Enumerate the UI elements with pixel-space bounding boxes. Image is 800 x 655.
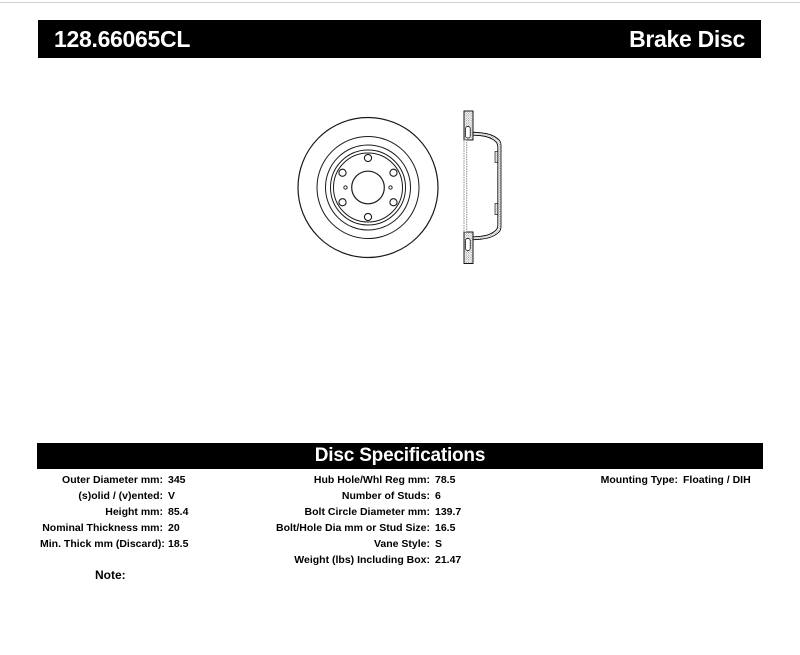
spec-column-middle <box>270 472 530 568</box>
spec-label: (s)olid / (v)ented: <box>78 490 163 502</box>
brake-disc-front-view-icon <box>298 118 438 258</box>
spec-label: Outer Diameter mm: <box>62 474 163 486</box>
spec-label: Vane Style: <box>373 538 430 550</box>
spec-row-outer-diameter <box>40 472 270 488</box>
spec-label: Height mm: <box>105 506 163 518</box>
spec-value: 345 <box>168 474 186 486</box>
spec-label: Min. Thick mm (Discard): <box>40 538 165 550</box>
spec-row-bolt-hole-dia <box>270 520 530 536</box>
spec-value: 78.5 <box>435 474 456 486</box>
page-top-border <box>0 2 800 3</box>
spec-row-weight <box>270 552 530 568</box>
spec-row-mounting-type <box>540 472 785 488</box>
spec-row-vane-style <box>270 536 530 552</box>
spec-column-right <box>540 472 785 488</box>
spec-label: Mounting Type: <box>600 474 678 486</box>
spec-row-bolt-circle-diameter <box>270 504 530 520</box>
spec-value: 16.5 <box>435 522 456 534</box>
spec-value: 139.7 <box>435 506 462 518</box>
header-bar <box>38 20 761 58</box>
spec-value: 20 <box>168 522 180 534</box>
brake-disc-cross-section-icon <box>464 111 501 264</box>
spec-column-left <box>40 472 270 552</box>
alignment-holes <box>344 186 392 189</box>
spec-row-min-thickness <box>40 536 270 552</box>
spec-value: S <box>435 538 443 550</box>
page-title: Brake Disc <box>629 25 745 52</box>
spec-label: Bolt/Hole Dia mm or Stud Size: <box>275 522 430 534</box>
spec-label: Number of Studs: <box>341 490 430 502</box>
spec-section-title: Disc Specifications <box>314 445 486 466</box>
spec-value: 21.47 <box>435 554 462 566</box>
spec-label: Weight (lbs) Including Box: <box>294 554 430 566</box>
spec-row-number-of-studs <box>270 488 530 504</box>
spec-row-height <box>40 504 270 520</box>
technical-drawing <box>290 100 510 270</box>
spec-value: 6 <box>435 490 441 502</box>
spec-label: Bolt Circle Diameter mm: <box>304 506 430 518</box>
spec-label: Hub Hole/Whl Reg mm: <box>313 474 430 486</box>
spec-label: Nominal Thickness mm: <box>42 522 163 534</box>
spec-value: 18.5 <box>168 538 189 550</box>
spec-value: 85.4 <box>168 506 189 518</box>
spec-row-nominal-thickness <box>40 520 270 536</box>
spec-value: V <box>168 490 176 502</box>
spec-value: Floating / DIH <box>683 474 751 486</box>
part-number: 128.66065CL <box>54 25 191 52</box>
spec-row-hub-hole <box>270 472 530 488</box>
spec-section-header <box>37 443 763 469</box>
spec-row-solid-vented <box>40 488 270 504</box>
note-label: Note: <box>95 568 126 582</box>
